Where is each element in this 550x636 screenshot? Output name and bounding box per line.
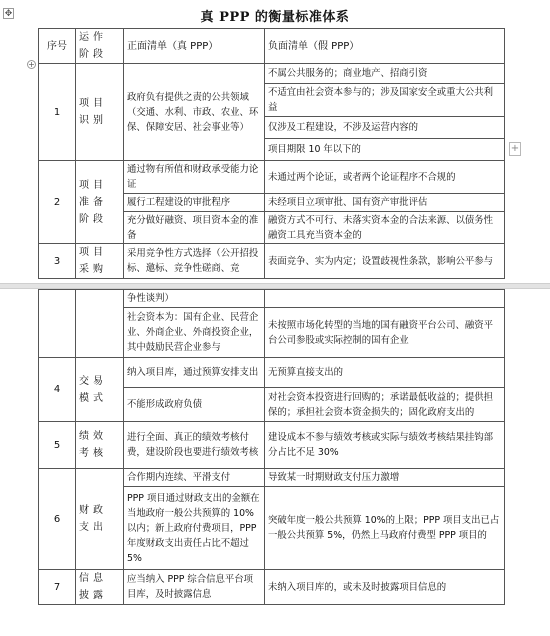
row-positive: 不能形成政府负债 <box>124 388 265 422</box>
row-seq: 4 <box>39 358 76 422</box>
table-row <box>39 290 505 308</box>
row-negative: 仅涉及工程建设，不涉及运营内容的 <box>265 117 505 139</box>
row-negative: 表面竞争、实为内定；设置歧视性条款，影响公平参与 <box>265 244 505 279</box>
row-seq-continued <box>39 290 76 358</box>
row-seq: 5 <box>39 422 76 469</box>
header-stage: 运作阶段 <box>76 29 124 64</box>
row-negative: 未按照市场化转型的当地的国有融资平台公司、融资平台公司参股或实际控制的国有企业 <box>265 308 505 358</box>
row-seq: 6 <box>39 469 76 570</box>
table-row <box>39 422 505 469</box>
row-positive: 纳入项目库，通过预算安排支出 <box>124 358 265 388</box>
standards-table-part-1 <box>38 28 505 279</box>
row-negative: 未经项目立项审批、国有资产审批评估 <box>265 194 505 212</box>
row-positive: 政府负有提供之责的公共领域（交通、水利、市政、农业、环保、保障安居、社会事业等） <box>124 64 265 161</box>
table-row <box>39 244 505 279</box>
table-row <box>39 358 505 388</box>
row-stage: 财政支出 <box>76 469 124 570</box>
row-positive: 合作期内连续、平滑支付 <box>124 469 265 487</box>
row-positive: 争性谈判） <box>124 290 265 308</box>
row-negative: 未纳入项目库的，或未及时披露项目信息的 <box>265 570 505 605</box>
row-negative: 融资方式不可行、未落实资本金的合法来源、以债务性融资工具充当资本金的 <box>265 212 505 244</box>
row-stage: 项目准备阶段 <box>76 161 124 244</box>
table-row <box>39 469 505 487</box>
row-negative: 建设成本不参与绩效考核或实际与绩效考核结果挂钩部分占比不足 30% <box>265 422 505 469</box>
table-move-handle-icon[interactable]: ✥ <box>4 9 13 19</box>
row-seq: 1 <box>39 64 76 161</box>
table-row <box>39 64 505 84</box>
add-row-icon[interactable]: + <box>28 60 35 69</box>
row-positive: 社会资本为：国有企业、民营企业、外商企业、外商投资企业，其中鼓励民营企业参与 <box>124 308 265 358</box>
row-seq: 2 <box>39 161 76 244</box>
row-positive: 采用竞争性方式选择（公开招投标、邀标、竞争性磋商、竞 <box>124 244 265 279</box>
row-negative: 对社会资本投资进行回购的；承诺最低收益的；提供担保的；承担社会资本资金损失的；固化政府支出的 <box>265 388 505 422</box>
row-positive: 进行全面、真正的绩效考核付费，建设阶段也要进行绩效考核 <box>124 422 265 469</box>
row-positive: PPP 项目通过财政支出的金额在当地政府一般公共预算的 10%以内；新上政府付费项目，PPP 年度财政支出责任占比不超过 5% <box>124 487 265 570</box>
row-negative: 不适宜由社会资本参与的；涉及国家安全或重大公共利益 <box>265 84 505 117</box>
row-stage: 项目识别 <box>76 64 124 161</box>
header-positive: 正面清单（真 PPP） <box>124 29 265 64</box>
table-row <box>39 570 505 605</box>
add-column-icon[interactable]: + <box>510 143 520 154</box>
header-seq: 序号 <box>39 29 76 64</box>
table-row <box>39 161 505 194</box>
row-seq: 7 <box>39 570 76 605</box>
row-stage: 绩效考核 <box>76 422 124 469</box>
row-stage: 交易模式 <box>76 358 124 422</box>
row-negative: 项目期限 10 年以下的 <box>265 139 505 161</box>
page-1 <box>0 0 550 283</box>
header-negative: 负面清单（假 PPP） <box>265 29 505 64</box>
row-negative: 导致某一时期财政支付压力激增 <box>265 469 505 487</box>
page-2 <box>0 289 550 636</box>
row-positive: 履行工程建设的审批程序 <box>124 194 265 212</box>
row-negative: 无预算直接支出的 <box>265 358 505 388</box>
table-header-row <box>39 29 505 64</box>
row-positive: 充分做好融资、项目资本金的准备 <box>124 212 265 244</box>
row-positive: 应当纳入 PPP 综合信息平台项目库，及时披露信息 <box>124 570 265 605</box>
row-seq: 3 <box>39 244 76 279</box>
row-stage: 项目采购 <box>76 244 124 279</box>
row-stage: 信息披露 <box>76 570 124 605</box>
standards-table-part-2 <box>38 289 505 605</box>
row-negative <box>265 290 505 308</box>
row-negative: 未通过两个论证，或者两个论证程序不合规的 <box>265 161 505 194</box>
document-title: 真 PPP 的衡量标准体系 <box>200 10 350 25</box>
row-negative: 不属公共服务的；商业地产、招商引资 <box>265 64 505 84</box>
row-positive: 通过物有所值和财政承受能力论证 <box>124 161 265 194</box>
row-stage-continued <box>76 290 124 358</box>
row-negative: 突破年度一般公共预算 10%的上限；PPP 项目支出已占一般公共预算 5%，仍然上马政府付费型 PPP 项目的 <box>265 487 505 570</box>
